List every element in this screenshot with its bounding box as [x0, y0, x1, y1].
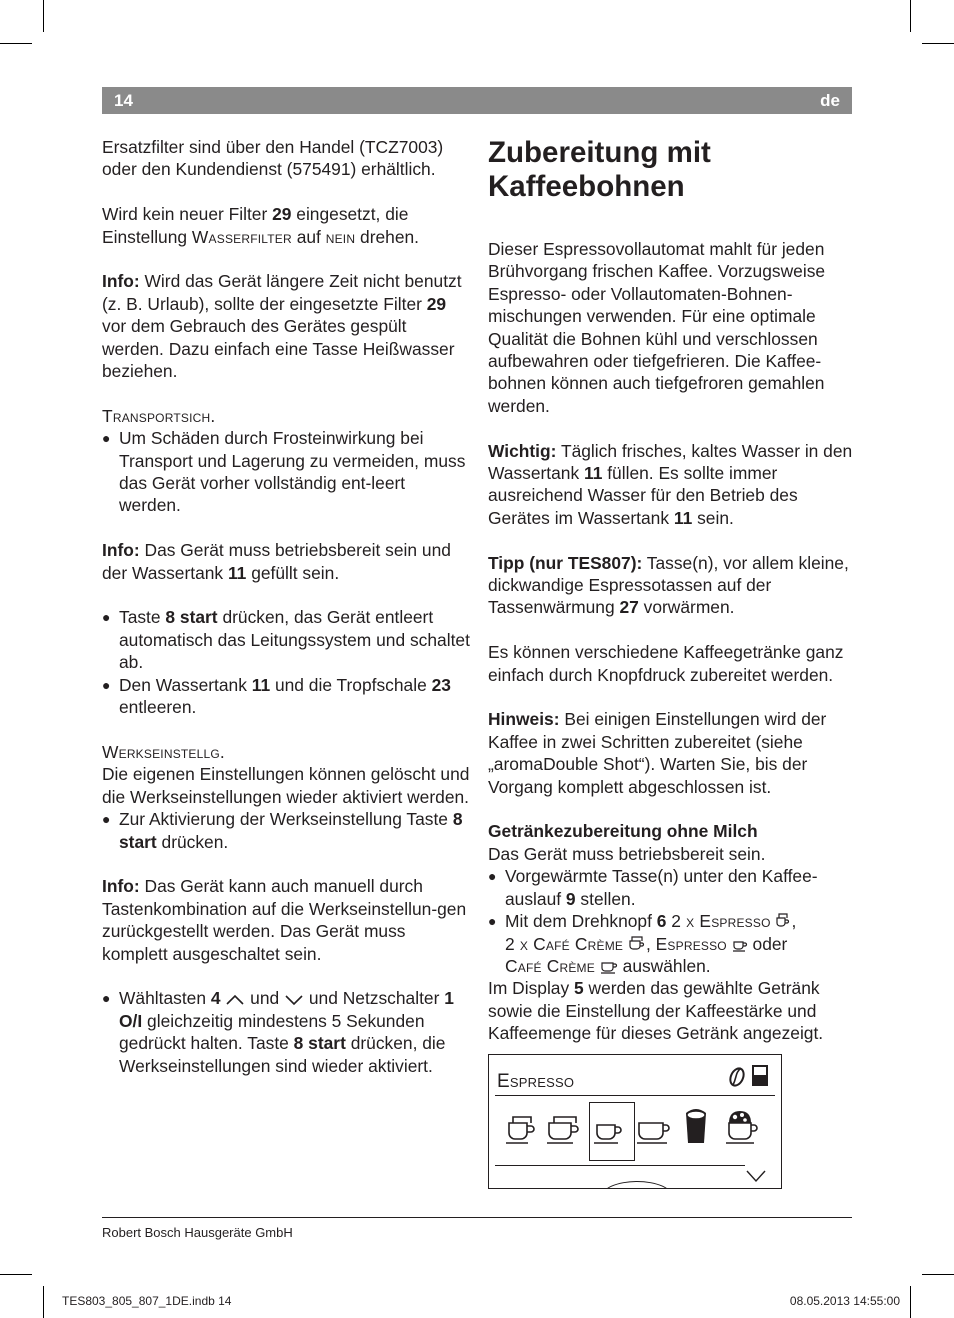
- language-code: de: [820, 91, 840, 110]
- paragraph: Dieser Espressovollautomat mahlt für jeden Brühvorgang frischen Kaffee. Vorzugsweise Espresso- oder Vollautomaten-Bohnen-mischungen verwenden. Für eine optimale Qualität die Bohnen kühl und verschlossen aufbewahren oder tiefgefrieren. Die Kaffee-bohnen können auch tiefgefroren gemahlen werden.: [488, 239, 826, 416]
- latte-macchiato-glass-icon: [686, 1109, 706, 1143]
- print-slug-date: 08.05.2013 14:55:00: [789, 1294, 900, 1308]
- cappuccino-cup-icon: [726, 1111, 757, 1143]
- bullet-list: [102, 427, 470, 517]
- list-item: ● Taste 8 start drücken, das Gerät entleert automatisch das Leitungssystem und schaltet ab.: [102, 606, 470, 673]
- bullet-list: [102, 987, 470, 1077]
- beverage-icons-row: [501, 1109, 771, 1151]
- paragraph: Es können verschiedene Kaffeegetränke ganz einfach durch Knopfdruck zubereitet werden.: [488, 642, 844, 685]
- page-title: Zubereitung mit Kaffeebohnen: [488, 136, 711, 203]
- info-note: Info: Wird das Gerät längere Zeit nicht benutzt (z. B. Urlaub), sollte der eingesetzte Filter 29 vor dem Gebrauch des Gerätes gespült werden. Dazu einfach eine Tasse Heißwasser beziehen.: [102, 271, 462, 382]
- cafe-creme-cup-icon: [637, 1123, 669, 1143]
- info-note: Info: Das Gerät kann auch manuell durch Tastenkombination auf die Werkseinstellun-gen zurückgestellt werden. Das Gerät muss komplett ausgeschaltet sein.: [102, 876, 467, 964]
- crop-mark: [922, 1274, 954, 1275]
- crop-mark: [0, 1274, 32, 1275]
- list-item: ● Vorgewärmte Tasse(n) unter den Kaffee-auslauf 9 stellen.: [488, 865, 854, 910]
- crop-mark: [0, 43, 32, 44]
- crop-mark: [910, 1286, 911, 1318]
- cup-amount-icon: [753, 1066, 767, 1085]
- list-item: ● Den Wassertank 11 und die Tropfschale 23 entleeren.: [102, 674, 470, 719]
- machine-display-illustration: [488, 1054, 782, 1189]
- cafe-creme-cup-icon: [600, 960, 618, 974]
- chevron-down-icon: [284, 994, 304, 1006]
- footer-company: Robert Bosch Hausgeräte GmbH: [102, 1225, 293, 1240]
- chevron-down-icon: [745, 1169, 767, 1183]
- crop-mark: [43, 1286, 44, 1318]
- bullet-list: [102, 808, 470, 853]
- section-heading-transport: Transportsich.: [102, 405, 216, 426]
- paragraph: Ersatzfilter sind über den Handel (TCZ7003) oder den Kundendienst (575491) erhältlich.: [102, 137, 444, 180]
- footer-divider: [102, 1217, 852, 1218]
- display-title: Espresso: [497, 1071, 575, 1092]
- list-item: ● Wähltasten 4 und und Netzschalter 1 O/I gleichzeitig mindestens 5 Sekunden gedrückt halten. Taste 8 start drücken, die Werkseinstellungen sind wieder aktiviert.: [102, 987, 470, 1077]
- tip-note: Tipp (nur TES807): Tasse(n), vor allem kleine, dickwandige Espressotassen auf der Tassenwärmung 27 vorwärmen.: [488, 552, 849, 618]
- display-divider: [495, 1095, 775, 1096]
- crop-mark: [922, 43, 954, 44]
- paragraph: Die eigenen Einstellungen können gelöscht und die Werkseinstellungen wieder aktiviert werden.: [102, 764, 470, 807]
- subheading: Getränkezubereitung ohne Milch: [488, 821, 758, 842]
- espresso-cup-icon: [732, 938, 748, 952]
- hint-note: Hinweis: Bei einigen Einstellungen wird der Kaffee in zwei Schritten zubereitet (siehe „aromaDouble Shot“). Warten Sie, bis der Vorgang komplett abgeschlossen ist.: [488, 709, 827, 797]
- bullet-list: [488, 865, 854, 977]
- double-espresso-cup-icon: [506, 1117, 534, 1143]
- coffee-bean-icon: [728, 1066, 746, 1087]
- important-note: Wichtig: Täglich frisches, kaltes Wasser in den Wassertank 11 füllen. Es sollte immer ausreichend Wasser für den Betrieb des Gerätes im Wassertank 11 sein.: [488, 440, 853, 528]
- paragraph: Im Display 5 werden das gewählte Getränk sowie die Einstellung der Kaffeestärke und Kaffeemenge für dieses Getränk angezeigt.: [488, 978, 824, 1044]
- paragraph: Wird kein neuer Filter 29 eingesetzt, die Einstellung Wasserfilter auf nein drehen.: [102, 204, 420, 247]
- page-header-bar: [102, 87, 852, 114]
- espresso-cup-icon: [594, 1125, 621, 1143]
- page-number: 14: [114, 91, 133, 110]
- paragraph: Das Gerät muss betriebsbereit sein.: [488, 843, 766, 864]
- list-item: ● Um Schäden durch Frosteinwirkung bei Transport und Lagerung zu vermeiden, muss das Gerät vorher vollständig ent-leert werden.: [102, 427, 470, 517]
- crop-mark: [910, 0, 911, 32]
- crop-mark: [43, 0, 44, 32]
- double-cafe-creme-cup-icon: [628, 935, 646, 952]
- info-note: Info: Das Gerät muss betriebsbereit sein und der Wassertank 11 gefüllt sein.: [102, 540, 451, 583]
- strength-and-amount-icons: [725, 1063, 775, 1093]
- right-column: [488, 136, 854, 1045]
- left-column: [102, 136, 470, 1077]
- double-cafe-creme-cup-icon: [547, 1117, 578, 1143]
- list-item: ● Zur Aktivierung der Werkseinstellung Taste 8 start drücken.: [102, 808, 470, 853]
- double-espresso-cup-icon: [775, 912, 791, 929]
- bullet-list: [102, 606, 470, 718]
- print-slug-file: TES803_805_807_1DE.indb 14: [62, 1294, 232, 1308]
- display-divider: [495, 1165, 745, 1166]
- chevron-up-icon: [225, 994, 245, 1006]
- display-scroll-arc: [601, 1181, 673, 1189]
- section-heading-werkseinstellung: Werkseinstellg.: [102, 741, 225, 762]
- list-item: ● Mit dem Drehknopf 6 2 x Espresso , 2 x Café Crème , Espresso oder Café Crème auswählen.: [488, 910, 854, 977]
